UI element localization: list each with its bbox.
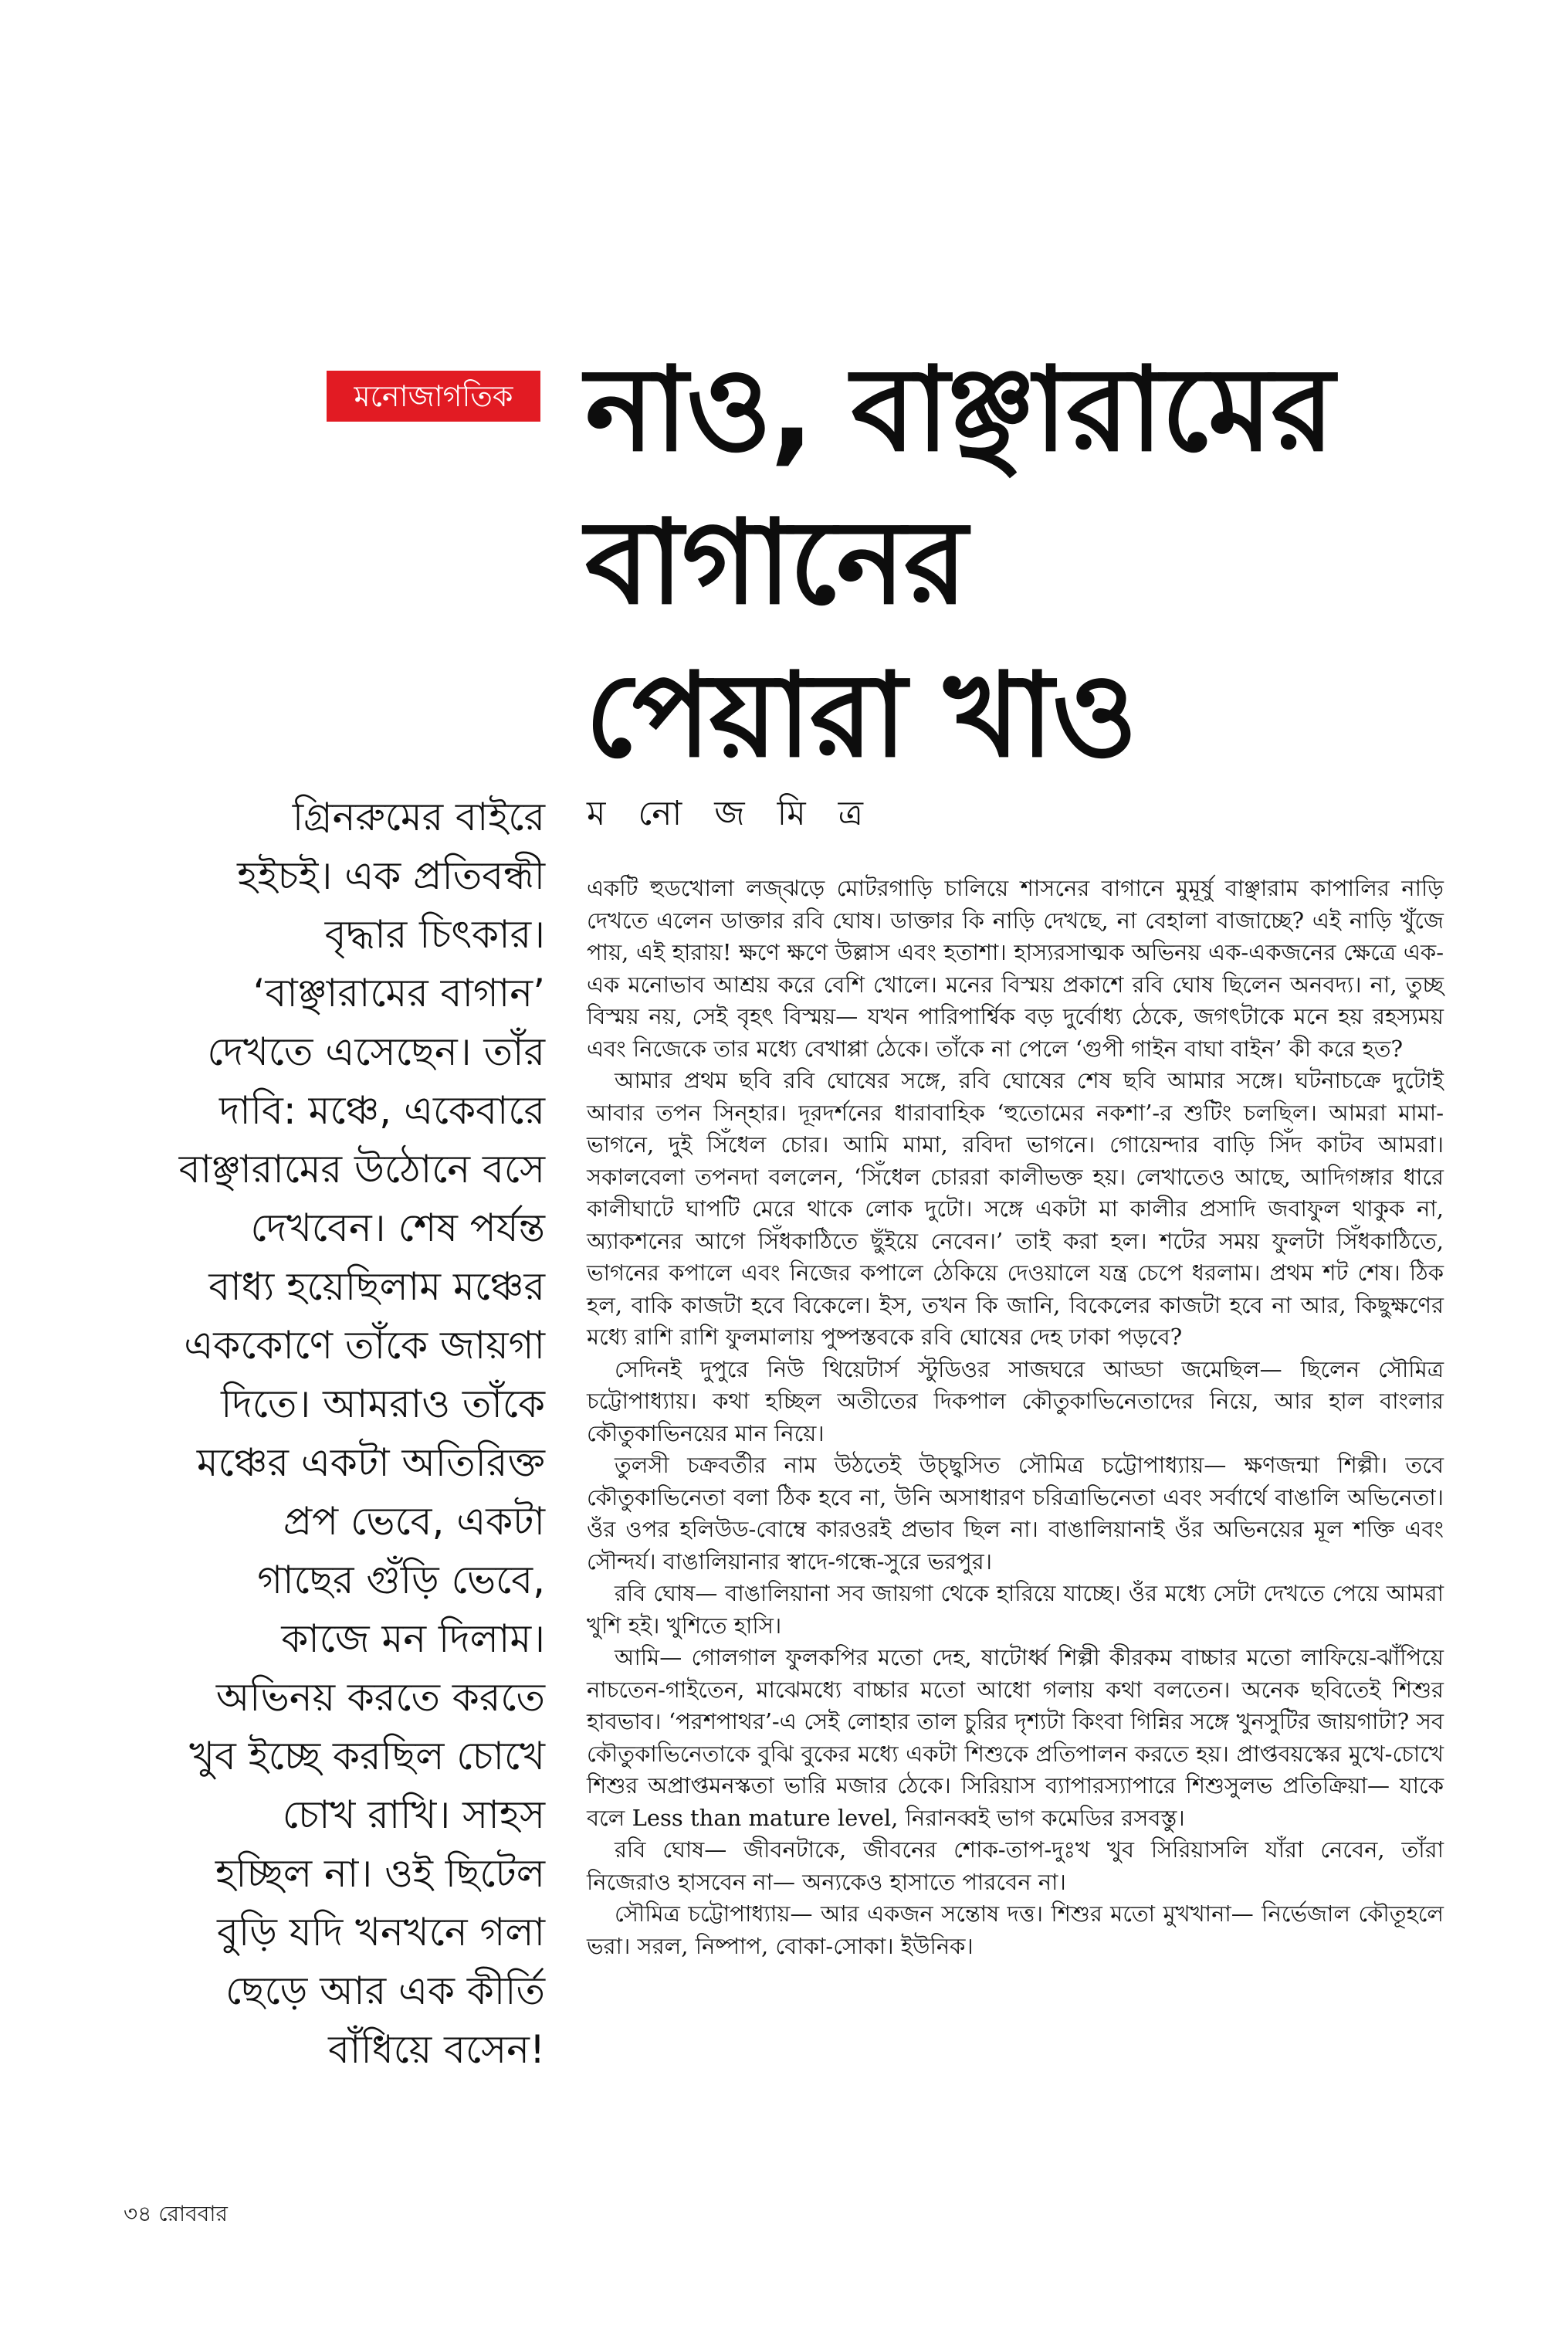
pull-quote-line: চোখ রাখি। সাহস xyxy=(282,1792,545,1837)
section-tag: মনোজাগতিক xyxy=(327,371,540,422)
pull-quote-line: বুড়ি যদি খনখনে গলা xyxy=(217,1910,545,1955)
body-paragraph: রবি ঘোষ— বাঙালিয়ানা সব জায়গা থেকে হারিয়ে যাচ্ছে। ওঁর মধ্যে সেটা দেখতে পেয়ে আমরা খুশি হই। খুশিতে হাসি। xyxy=(587,1580,1444,1639)
pull-quote-line: হইচই। এক প্রতিবন্ধী xyxy=(237,853,545,898)
title-line: নাও, বাঞ্ছারামের xyxy=(585,343,1333,477)
article-body xyxy=(587,873,1444,1962)
pull-quote-line: ‘বাঞ্ছারামের বাগান’ xyxy=(252,971,545,1016)
body-paragraph: সেদিনই দুপুরে নিউ থিয়েটার্স স্টুডিওর সাজঘরে আড্ডা জমেছিল— ছিলেন সৌমিত্র চট্টোপাধ্যায়। কথা হচ্ছিল অতীতের দিকপাল কৌতুকাভিনেতাদের নিয়ে, আর হাল বাংলার কৌতুকাভিনয়ের মান নিয়ে। xyxy=(587,1355,1444,1446)
pull-quote xyxy=(113,788,545,2079)
author-byline: ম নো জ মি ত্র xyxy=(587,794,874,833)
pull-quote-line: প্রপ ভেবে, একটা xyxy=(283,1499,545,1544)
pull-quote-line: বাধ্য হয়েছিলাম মঞ্চের xyxy=(208,1264,545,1309)
pull-quote-line: গ্রিনরুমের বাইরে xyxy=(292,795,545,839)
pull-quote-line: হচ্ছিল না। ওই ছিটেল xyxy=(215,1851,545,1896)
pull-quote-line: গাছের গুঁড়ি ভেবে, xyxy=(257,1558,545,1602)
pull-quote-line: অভিনয় করতে করতে xyxy=(215,1675,545,1720)
title-line: পেয়ারা খাও xyxy=(585,649,1136,783)
body-paragraph: একটি হুডখোলা লজ্‌ঝড়ে মোটরগাড়ি চালিয়ে শাসনের বাগানে মুমূর্ষু বাঞ্ছারাম কাপালির নাড়ি দেখতে এলেন ডাক্তার রবি ঘোষ। ডাক্তার কি নাড়ি দেখছে, না বেহালা বাজাচ্ছে? এই নাড়ি খুঁজে পায়, এই হারায়! ক্ষণে ক্ষণে উল্লাস এবং হতাশা। হাস্যরসাত্মক অভিনয় এক-একজনের ক্ষেত্রে এক-এক মনোভাব আশ্রয় করে বেশি খোলে। মনের বিস্ময় প্রকাশে রবি ঘোষ ছিলেন অনবদ্য। না, তুচ্ছ বিস্ময় নয়, সেই বৃহৎ বিস্ময়— যখন পারিপার্শ্বিক বড় দুর্বোধ্য ঠেকে, জগৎটাকে মনে হয় রহস্যময় এবং নিজেকে তার মধ্যে বেখাপ্পা ঠেকে। তাঁকে না পেলে ‘গুপী গাইন বাঘা বাইন’ কী করে হত? xyxy=(587,875,1444,1062)
page-folio: ৩৪ রোববার xyxy=(124,2201,228,2226)
pull-quote-line: বাঞ্ছারামের উঠোনে বসে xyxy=(178,1147,545,1192)
pull-quote-line: বৃদ্ধার চিৎকার। xyxy=(324,912,545,957)
pull-quote-line: এককোণে তাঁকে জায়গা xyxy=(184,1323,545,1368)
pull-quote-line: ছেড়ে আর এক কীর্তি xyxy=(225,1968,545,2013)
body-paragraph: রবি ঘোষ— জীবনটাকে, জীবনের শোক-তাপ-দুঃখ খুব সিরিয়াসলি যাঁরা নেবেন, তাঁরা নিজেরাও হাসবেন না— অন্যকেও হাসাতে পারবেন না। xyxy=(587,1836,1444,1895)
pull-quote-line: কাজে মন দিলাম। xyxy=(281,1616,545,1661)
pull-quote-line: খুব ইচ্ছে করছিল চোখে xyxy=(189,1734,545,1778)
body-paragraph: তুলসী চক্রবর্তীর নাম উঠতেই উচ্ছ্বসিত সৌমিত্র চট্টোপাধ্যায়— ক্ষণজন্মা শিল্পী। তবে কৌতুকাভিনেতা বলা ঠিক হবে না, উনি অসাধারণ চরিত্রাভিনেতা এবং সর্বার্থে বাঙালি অভিনেতা। ওঁর ওপর হলিউড-বোম্বে কারওরই প্রভাব ছিল না। বাঙালিয়ানাই ওঁর অভিনয়ের মূল শক্তি এবং সৌন্দর্য। বাঙালিয়ানার স্বাদে-গন্ধে-সুরে ভরপুর। xyxy=(587,1452,1444,1575)
pull-quote-line: বাঁধিয়ে বসেন! xyxy=(328,2027,545,2072)
pull-quote-line: দিতে। আমরাও তাঁকে xyxy=(221,1382,545,1426)
article-title xyxy=(585,334,1473,792)
pull-quote-line: দেখবেন। শেষ পর্যন্ত xyxy=(250,1205,545,1250)
title-line: বাগানের xyxy=(585,496,967,630)
body-paragraph: সৌমিত্র চট্টোপাধ্যায়— আর একজন সন্তোষ দত্ত। শিশুর মতো মুখখানা— নির্ভেজাল কৌতূহলে ভরা। সরল, নিষ্পাপ, বোকা-সোকা। ইউনিক। xyxy=(587,1900,1444,1959)
pull-quote-line: দেখতে এসেছেন। তাঁর xyxy=(207,1029,545,1074)
body-paragraph: আমার প্রথম ছবি রবি ঘোষের সঙ্গে, রবি ঘোষের শেষ ছবি আমার সঙ্গে। ঘটনাচক্রে দুটোই আবার তপন সিন্‌হার। দূরদর্শনের ধারাবাহিক ‘হুতোমের নকশা’-র শুটিং চলছিল। আমরা মামা-ভাগনে, দুই সিঁধেল চোর। আমি মামা, রবিদা ভাগনে। গোয়েন্দার বাড়ি সিঁদ কাটব আমরা। সকালবেলা তপনদা বললেন, ‘সিঁধেল চোররা কালীভক্ত হয়। লেখাতেও আছে, আদিগঙ্গার ধারে কালীঘাটে ঘাপটি মেরে থাকে লোক দুটো। সঙ্গে একটা মা কালীর প্রসাদি জবাফুল থাকুক না, অ্যাকশনের আগে সিঁধকাঠিতে ছুঁইয়ে নেবেন।’ তাই করা হল। শটের সময় ফুলটা সিঁধকাঠিতে, ভাগনের কপালে এবং নিজের কপালে ঠেকিয়ে দেওয়ালে যন্ত্র চেপে ধরলাম। প্রথম শট শেষ। ঠিক হল, বাকি কাজটা হবে বিকেলে। ইস, তখন কি জানি, বিকেলের কাজটা হবে না আর, কিছুক্ষণের মধ্যে রাশি রাশি ফুলমালায় পুষ্পস্তবকে রবি ঘোষের দেহ ঢাকা পড়বে? xyxy=(587,1067,1444,1350)
pull-quote-line: দাবি: মঞ্চে, একেবারে xyxy=(218,1088,545,1133)
body-paragraph: আমি— গোলগাল ফুলকপির মতো দেহ, ষাটোর্ধ্ব শিল্পী কীরকম বাচ্চার মতো লাফিয়ে-ঝাঁপিয়ে নাচতেন-গাইতেন, মাঝেমধ্যে বাচ্চার মতো আধো গলায় কথা বলতেন। অনেক ছবিতেই শিশুর হাবভাব। ‘পরশপাথর’-এ সেই লোহার তাল চুরির দৃশ্যটা কিংবা গিন্নির সঙ্গে খুনসুটির জায়গাটা? সব কৌতুকাভিনেতাকে বুঝি বুকের মধ্যে একটা শিশুকে প্রতিপালন করতে হয়। প্রাপ্তবয়স্কের মুখে-চোখে শিশুর অপ্রাপ্তমনস্কতা ভারি মজার ঠেকে। সিরিয়াস ব্যাপারস্যাপারে শিশুসুলভ প্রতিক্রিয়া— যাকে বলে Less than mature level, নিরানব্বই ভাগ কমেডির রসবস্তু। xyxy=(587,1644,1444,1831)
pull-quote-line: মঞ্চের একটা অতিরিক্ত xyxy=(196,1440,545,1485)
